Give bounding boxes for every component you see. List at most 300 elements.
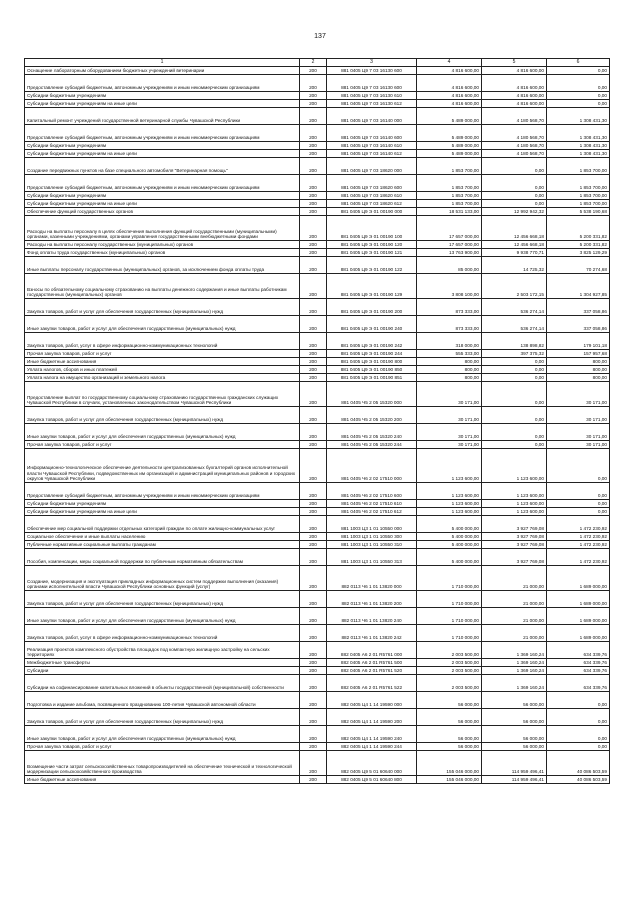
table-row — [25, 240, 610, 248]
row-col5-cell: 2 503 172,15 — [482, 273, 547, 298]
table-row — [25, 365, 610, 373]
row-col4-cell: 17 657 000,00 — [417, 240, 482, 248]
row-col5-cell: 536 274,14 — [482, 298, 547, 315]
column-header: 2 — [300, 59, 327, 67]
row-code-cell: 200 — [300, 507, 327, 515]
row-name-cell: Расходы на выплаты персоналу в целях обеспечения выполнения функций государственными (муниципальными) органами, казенными учреждениями, органами управления государственными внебюджетными фондами — [25, 215, 300, 240]
row-code-cell: 200 — [300, 91, 327, 99]
row-col6-cell: 0,00 — [547, 482, 610, 499]
row-code-cell: 200 — [300, 248, 327, 256]
row-col5-cell: 1 123 600,00 — [482, 448, 547, 482]
table-row — [25, 499, 610, 507]
row-code-cell: 200 — [300, 658, 327, 666]
row-col4-cell: 1 710 000,00 — [417, 565, 482, 590]
row-code-cell: 200 — [300, 240, 327, 248]
row-col6-cell: 5 538 190,68 — [547, 207, 610, 215]
row-col5-cell: 12 992 942,32 — [482, 207, 547, 215]
row-col6-cell: 157 957,68 — [547, 349, 610, 357]
row-name-cell: Субсидии на софинансирование капитальных вложений в объекты государственной (муниципальной) собственности — [25, 674, 300, 691]
row-classification-cell: 882 0113 Ч6 1 01 13820 242 — [327, 624, 417, 641]
row-col4-cell: 800,00 — [417, 365, 482, 373]
row-classification-cell: 881 0405 Ц9 7 03 16140 600 — [327, 124, 417, 141]
row-classification-cell: 881 0405 Ц9 Э 01 00190 851 — [327, 373, 417, 381]
row-col6-cell: 1 853 700,00 — [547, 191, 610, 199]
row-name-cell: Закупка товаров, работ и услуг для обеспечения государственных (муниципальных) нужд — [25, 298, 300, 315]
row-code-cell: 200 — [300, 750, 327, 775]
row-classification-cell: 881 0405 Ц9 7 03 16130 600 — [327, 74, 417, 91]
row-classification-cell: 881 1003 Ц3 1 01 10550 310 — [327, 540, 417, 548]
row-col5-cell: 0,00 — [482, 381, 547, 406]
row-col4-cell: 2 003 500,00 — [417, 666, 482, 674]
row-classification-cell: 881 0405 Ц9 7 03 16140 000 — [327, 107, 417, 124]
row-col4-cell: 1 710 000,00 — [417, 590, 482, 607]
row-classification-cell: 881 0405 Ц9 Э 01 00190 800 — [327, 357, 417, 365]
table-row — [25, 332, 610, 349]
row-col4-cell: 85 000,00 — [417, 256, 482, 273]
table-row — [25, 540, 610, 548]
row-code-cell: 200 — [300, 273, 327, 298]
row-classification-cell: 881 0405 Ч5 2 05 15320 000 — [327, 381, 417, 406]
row-col5-cell: 0,00 — [482, 199, 547, 207]
row-name-cell: Уплата налогов, сборов и иных платежей — [25, 365, 300, 373]
row-col6-cell: 30 171,00 — [547, 423, 610, 440]
row-classification-cell: 882 0113 Ч6 1 01 13820 200 — [327, 590, 417, 607]
row-col6-cell: 0,00 — [547, 742, 610, 750]
row-code-cell: 200 — [300, 74, 327, 91]
row-name-cell: Субсидии бюджетным учреждениям на иные цели — [25, 199, 300, 207]
row-col6-cell: 1 853 700,00 — [547, 157, 610, 174]
row-code-cell: 200 — [300, 515, 327, 532]
row-name-cell: Создание передвижных пунктов на базе специального автомобиля "Ветеринарная помощь" — [25, 157, 300, 174]
row-col4-cell: 30 171,00 — [417, 423, 482, 440]
row-col4-cell: 1 123 600,00 — [417, 499, 482, 507]
row-col4-cell: 4 816 600,00 — [417, 99, 482, 107]
table-row — [25, 215, 610, 240]
row-col6-cell: 0,00 — [547, 74, 610, 91]
row-col5-cell: 0,00 — [482, 440, 547, 448]
row-col6-cell: 634 339,76 — [547, 658, 610, 666]
column-header: 5 — [482, 59, 547, 67]
row-col4-cell: 5 489 000,00 — [417, 149, 482, 157]
row-col4-cell: 5 400 000,00 — [417, 515, 482, 532]
row-col6-cell: 634 339,76 — [547, 674, 610, 691]
table-row — [25, 590, 610, 607]
row-col5-cell: 4 816 600,00 — [482, 66, 547, 74]
row-classification-cell: 881 0405 Ц9 Э 01 00190 121 — [327, 248, 417, 256]
row-code-cell: 200 — [300, 666, 327, 674]
row-code-cell: 200 — [300, 174, 327, 191]
row-name-cell: Субсидии бюджетным учреждениям на иные цели — [25, 99, 300, 107]
table-row — [25, 725, 610, 742]
row-code-cell: 200 — [300, 624, 327, 641]
table-row — [25, 141, 610, 149]
table-row — [25, 256, 610, 273]
column-header: 6 — [547, 59, 610, 67]
row-col4-cell: 318 000,00 — [417, 332, 482, 349]
row-col4-cell: 1 123 600,00 — [417, 448, 482, 482]
row-col6-cell: 337 058,86 — [547, 315, 610, 332]
row-classification-cell: 882 0405 Ц4 1 14 19590 244 — [327, 742, 417, 750]
row-col4-cell: 4 816 600,00 — [417, 74, 482, 91]
row-classification-cell: 882 0405 Ц4 1 14 19590 240 — [327, 725, 417, 742]
row-col4-cell: 1 853 700,00 — [417, 174, 482, 191]
row-col5-cell: 114 959 496,41 — [482, 750, 547, 775]
row-name-cell: Иные бюджетные ассигнования — [25, 775, 300, 783]
row-col5-cell: 3 927 769,08 — [482, 532, 547, 540]
row-classification-cell: 881 0405 Ч6 2 02 17510 000 — [327, 448, 417, 482]
row-name-cell: Прочая закупка товаров, работ и услуг — [25, 440, 300, 448]
row-classification-cell: 881 0405 Ч6 2 02 17510 610 — [327, 499, 417, 507]
row-classification-cell: 881 0405 Ц9 7 03 18620 612 — [327, 199, 417, 207]
row-col5-cell: 397 375,32 — [482, 349, 547, 357]
row-col4-cell: 5 489 000,00 — [417, 124, 482, 141]
table-body — [25, 66, 610, 783]
row-name-cell: Иные закупки товаров, работ и услуг для обеспечения государственных (муниципальных) нужд — [25, 725, 300, 742]
row-col6-cell: 1 472 230,92 — [547, 532, 610, 540]
row-name-cell: Предоставление субсидий бюджетным, автономным учреждениям и иным некоммерческим организациям — [25, 124, 300, 141]
row-name-cell: Субсидии бюджетным учреждениям — [25, 91, 300, 99]
table-row — [25, 482, 610, 499]
row-code-cell: 200 — [300, 482, 327, 499]
row-col6-cell: 1 689 000,00 — [547, 624, 610, 641]
row-name-cell: Уплата налога на имущество организаций и земельного налога — [25, 373, 300, 381]
row-code-cell: 200 — [300, 448, 327, 482]
row-col6-cell: 800,00 — [547, 357, 610, 365]
row-name-cell: Обеспечение мер социальной поддержки отдельных категорий граждан по оплате жилищно-коммунальных услуг — [25, 515, 300, 532]
table-row — [25, 423, 610, 440]
row-col5-cell: 4 180 568,70 — [482, 141, 547, 149]
table-row — [25, 624, 610, 641]
row-classification-cell: 881 0405 Ц9 Э 01 00190 120 — [327, 240, 417, 248]
row-name-cell: Оснащение лабораторным оборудованием бюджетных учреждений ветеринарии — [25, 66, 300, 74]
row-classification-cell: 881 0405 Ц9 7 03 16140 612 — [327, 149, 417, 157]
row-classification-cell: 881 0405 Ц9 Э 01 00190 100 — [327, 215, 417, 240]
row-col4-cell: 13 763 900,00 — [417, 248, 482, 256]
row-name-cell: Предоставление субсидий бюджетным, автономным учреждениям и иным некоммерческим организациям — [25, 174, 300, 191]
row-col4-cell: 3 808 100,00 — [417, 273, 482, 298]
table-row — [25, 107, 610, 124]
row-col6-cell: 1 308 431,30 — [547, 124, 610, 141]
row-col4-cell: 155 046 000,00 — [417, 750, 482, 775]
row-col6-cell: 0,00 — [547, 91, 610, 99]
row-classification-cell: 882 0113 Ч6 1 01 13820 240 — [327, 607, 417, 624]
row-code-cell: 200 — [300, 548, 327, 565]
row-col5-cell: 0,00 — [482, 357, 547, 365]
row-col4-cell: 873 333,00 — [417, 298, 482, 315]
table-row — [25, 742, 610, 750]
row-code-cell: 200 — [300, 107, 327, 124]
row-col6-cell: 179 101,18 — [547, 332, 610, 349]
row-col6-cell: 1 853 700,00 — [547, 199, 610, 207]
row-col5-cell: 114 959 496,41 — [482, 775, 547, 783]
row-col6-cell: 0,00 — [547, 66, 610, 74]
row-col5-cell: 4 816 600,00 — [482, 91, 547, 99]
row-col4-cell: 1 710 000,00 — [417, 607, 482, 624]
row-col5-cell: 3 927 769,08 — [482, 515, 547, 532]
row-code-cell: 200 — [300, 540, 327, 548]
row-col4-cell: 56 000,00 — [417, 708, 482, 725]
row-col5-cell: 536 274,14 — [482, 315, 547, 332]
row-col5-cell: 4 180 568,70 — [482, 124, 547, 141]
row-col6-cell: 0,00 — [547, 499, 610, 507]
row-name-cell: Взносы по обязательному социальному страхованию на выплаты денежного содержания и иные выплаты работникам государственных (муниципальных) органов — [25, 273, 300, 298]
row-col6-cell: 70 274,68 — [547, 256, 610, 273]
row-code-cell: 200 — [300, 499, 327, 507]
table-row — [25, 641, 610, 658]
row-col4-cell: 56 000,00 — [417, 742, 482, 750]
column-header: 3 — [327, 59, 417, 67]
row-name-cell: Иные бюджетные ассигнования — [25, 357, 300, 365]
row-classification-cell: 881 0405 Ц9 Э 01 00190 129 — [327, 273, 417, 298]
table-row — [25, 666, 610, 674]
row-col5-cell: 0,00 — [482, 191, 547, 199]
row-name-cell: Возмещение части затрат сельскохозяйственных товаропроизводителей на обеспечение технической и технологической модернизации сельскохозяйственного производства — [25, 750, 300, 775]
row-col5-cell: 1 369 160,24 — [482, 658, 547, 666]
row-col6-cell: 337 058,86 — [547, 298, 610, 315]
row-code-cell: 200 — [300, 157, 327, 174]
row-col5-cell: 12 456 668,18 — [482, 215, 547, 240]
row-code-cell: 200 — [300, 708, 327, 725]
table-row — [25, 273, 610, 298]
row-col6-cell: 0,00 — [547, 708, 610, 725]
row-classification-cell: 881 0405 Ч6 2 02 17510 612 — [327, 507, 417, 515]
row-code-cell: 200 — [300, 381, 327, 406]
table-row — [25, 565, 610, 590]
row-classification-cell: 881 0405 Ц9 Э 01 00190 244 — [327, 349, 417, 357]
table-row — [25, 199, 610, 207]
row-col4-cell: 2 003 500,00 — [417, 641, 482, 658]
row-code-cell: 200 — [300, 406, 327, 423]
table-row — [25, 440, 610, 448]
row-name-cell: Субсидии бюджетным учреждениям — [25, 499, 300, 507]
row-classification-cell: 881 0405 Ч5 2 05 15320 200 — [327, 406, 417, 423]
row-classification-cell: 881 0405 Ч5 2 05 15320 244 — [327, 440, 417, 448]
row-classification-cell: 881 0405 Ч5 2 05 15320 240 — [327, 423, 417, 440]
row-name-cell: Субсидии бюджетным учреждениям — [25, 141, 300, 149]
table-row — [25, 775, 610, 783]
row-col4-cell: 4 816 600,00 — [417, 91, 482, 99]
row-col6-cell: 0,00 — [547, 448, 610, 482]
row-name-cell: Социальное обеспечение и иные выплаты населению — [25, 532, 300, 540]
row-name-cell: Закупка товаров, работ и услуг для обеспечения государственных (муниципальных) нужд — [25, 590, 300, 607]
row-name-cell: Создание, модернизация и эксплуатация прикладных информационных систем поддержки выполнения (оказания) органами исполнительной власти Чувашской Республики основных функций (услуг) — [25, 565, 300, 590]
row-col4-cell: 56 000,00 — [417, 691, 482, 708]
row-name-cell: Расходы на выплаты персоналу государственных (муниципальных) органов — [25, 240, 300, 248]
row-name-cell: Предоставление субсидий бюджетным, автономным учреждениям и иным некоммерческим организациям — [25, 482, 300, 499]
row-name-cell: Прочая закупка товаров, работ и услуг — [25, 349, 300, 357]
row-name-cell: Межбюджетные трансферты — [25, 658, 300, 666]
row-col5-cell: 12 456 668,18 — [482, 240, 547, 248]
row-name-cell: Прочая закупка товаров, работ и услуг — [25, 742, 300, 750]
row-classification-cell: 881 0405 Ц9 Э 01 00190 200 — [327, 298, 417, 315]
row-col6-cell: 0,00 — [547, 725, 610, 742]
row-col4-cell: 30 171,00 — [417, 381, 482, 406]
row-col6-cell: 1 689 000,00 — [547, 565, 610, 590]
row-code-cell: 200 — [300, 256, 327, 273]
table-row — [25, 373, 610, 381]
row-col4-cell: 800,00 — [417, 373, 482, 381]
table-row — [25, 74, 610, 91]
row-name-cell: Закупка товаров, работ, услуг в сфере информационно-коммуникационных технологий — [25, 332, 300, 349]
row-col4-cell: 155 046 000,00 — [417, 775, 482, 783]
row-col5-cell: 1 123 600,00 — [482, 499, 547, 507]
table-row — [25, 507, 610, 515]
row-col5-cell: 138 898,82 — [482, 332, 547, 349]
row-col4-cell: 56 000,00 — [417, 725, 482, 742]
table-row — [25, 248, 610, 256]
row-col5-cell: 9 938 770,71 — [482, 248, 547, 256]
table-row — [25, 515, 610, 532]
row-col6-cell: 634 339,76 — [547, 641, 610, 658]
row-code-cell: 200 — [300, 207, 327, 215]
row-code-cell: 200 — [300, 742, 327, 750]
table-row — [25, 607, 610, 624]
row-classification-cell: 881 0405 Ц9 7 03 16130 600 — [327, 66, 417, 74]
row-code-cell: 200 — [300, 674, 327, 691]
row-col5-cell: 0,00 — [482, 174, 547, 191]
row-code-cell: 200 — [300, 149, 327, 157]
row-code-cell: 200 — [300, 725, 327, 742]
row-col4-cell: 1 853 700,00 — [417, 157, 482, 174]
row-col5-cell: 4 816 600,00 — [482, 99, 547, 107]
table-row — [25, 91, 610, 99]
row-col6-cell: 5 200 331,82 — [547, 215, 610, 240]
row-col4-cell: 1 853 700,00 — [417, 191, 482, 199]
row-code-cell: 200 — [300, 99, 327, 107]
row-col6-cell: 1 472 230,92 — [547, 548, 610, 565]
row-classification-cell: 881 0405 Ц9 7 03 18620 610 — [327, 191, 417, 199]
row-classification-cell: 881 0405 Ц9 7 03 18620 600 — [327, 174, 417, 191]
row-name-cell: Публичные нормативные социальные выплаты гражданам — [25, 540, 300, 548]
column-header: 4 — [417, 59, 482, 67]
row-classification-cell: 881 0405 Ц9 7 03 16130 610 — [327, 91, 417, 99]
row-col6-cell: 1 308 431,30 — [547, 141, 610, 149]
row-col5-cell: 21 000,00 — [482, 565, 547, 590]
row-col4-cell: 17 657 000,00 — [417, 215, 482, 240]
row-col4-cell: 800,00 — [417, 357, 482, 365]
row-col6-cell: 1 472 230,92 — [547, 515, 610, 532]
row-col5-cell: 1 123 600,00 — [482, 482, 547, 499]
column-header: 1 — [25, 59, 300, 67]
budget-execution-table — [24, 58, 610, 784]
row-col6-cell: 40 086 503,59 — [547, 750, 610, 775]
row-name-cell: Субсидии — [25, 666, 300, 674]
row-col6-cell: 0,00 — [547, 691, 610, 708]
row-col4-cell: 5 489 000,00 — [417, 141, 482, 149]
row-name-cell: Капитальный ремонт учреждений государственной ветеринарной службы Чувашской Республики — [25, 107, 300, 124]
row-name-cell: Реализация проектов комплексного обустройства площадок под компактную жилищную застройку на сельских территориях — [25, 641, 300, 658]
row-col6-cell: 800,00 — [547, 365, 610, 373]
table-row — [25, 406, 610, 423]
row-classification-cell: 881 0405 Ц9 7 03 16130 612 — [327, 99, 417, 107]
row-col4-cell: 18 531 133,00 — [417, 207, 482, 215]
row-code-cell: 200 — [300, 66, 327, 74]
row-code-cell: 200 — [300, 775, 327, 783]
row-name-cell: Иные закупки товаров, работ и услуг для обеспечения государственных (муниципальных) нужд — [25, 607, 300, 624]
row-col4-cell: 4 816 600,00 — [417, 66, 482, 74]
row-name-cell: Закупка товаров, работ и услуг для обеспечения государственных (муниципальных) нужд — [25, 406, 300, 423]
row-col5-cell: 14 725,32 — [482, 256, 547, 273]
row-col6-cell: 1 853 700,00 — [547, 174, 610, 191]
row-col4-cell: 1 123 600,00 — [417, 482, 482, 499]
row-col5-cell: 4 180 568,70 — [482, 107, 547, 124]
row-col4-cell: 1 123 600,00 — [417, 507, 482, 515]
table-row — [25, 298, 610, 315]
row-classification-cell: 882 0405 А6 2 01 R5761 500 — [327, 658, 417, 666]
row-col4-cell: 2 003 500,00 — [417, 674, 482, 691]
row-classification-cell: 882 0405 А6 2 01 R5761 520 — [327, 666, 417, 674]
row-col5-cell: 3 927 769,08 — [482, 540, 547, 548]
row-code-cell: 200 — [300, 141, 327, 149]
row-classification-cell: 881 0405 Ц9 7 03 16140 610 — [327, 141, 417, 149]
row-col4-cell: 555 333,00 — [417, 349, 482, 357]
row-classification-cell: 882 0405 Ц4 1 14 19590 200 — [327, 708, 417, 725]
row-classification-cell: 881 0405 Ц9 Э 01 00190 242 — [327, 332, 417, 349]
row-name-cell: Закупка товаров, работ, услуг в сфере информационно-коммуникационных технологий — [25, 624, 300, 641]
table-row — [25, 357, 610, 365]
row-col6-cell: 800,00 — [547, 373, 610, 381]
row-col5-cell: 56 000,00 — [482, 725, 547, 742]
row-col5-cell: 3 927 769,08 — [482, 548, 547, 565]
row-code-cell: 200 — [300, 357, 327, 365]
table-row — [25, 349, 610, 357]
row-code-cell: 200 — [300, 607, 327, 624]
row-name-cell: Пособия, компенсации, меры социальной поддержки по публичным нормативным обязательствам — [25, 548, 300, 565]
row-col5-cell: 4 816 600,00 — [482, 74, 547, 91]
row-code-cell: 200 — [300, 565, 327, 590]
row-col5-cell: 56 000,00 — [482, 742, 547, 750]
table-row — [25, 708, 610, 725]
row-classification-cell: 881 1003 Ц3 1 01 10550 300 — [327, 532, 417, 540]
row-classification-cell: 881 0405 Ц9 Э 01 00190 122 — [327, 256, 417, 273]
table-row — [25, 99, 610, 107]
row-col5-cell: 1 369 160,24 — [482, 666, 547, 674]
row-name-cell: Обеспечение функций государственных органов — [25, 207, 300, 215]
row-classification-cell: 882 0405 А6 2 01 R5761 522 — [327, 674, 417, 691]
table-row — [25, 174, 610, 191]
row-col5-cell: 0,00 — [482, 406, 547, 423]
row-col5-cell: 21 000,00 — [482, 624, 547, 641]
row-classification-cell: 881 0405 Ц9 7 03 18620 000 — [327, 157, 417, 174]
row-col4-cell: 5 400 000,00 — [417, 532, 482, 540]
row-classification-cell: 881 0405 Ц9 Э 01 00190 000 — [327, 207, 417, 215]
row-col4-cell: 5 400 000,00 — [417, 548, 482, 565]
table-row — [25, 207, 610, 215]
row-classification-cell: 882 0405 Ц9 5 01 60640 800 — [327, 775, 417, 783]
column-number-header-row — [25, 59, 610, 67]
row-classification-cell: 881 0405 Ц9 Э 01 00190 240 — [327, 315, 417, 332]
row-col5-cell: 56 000,00 — [482, 708, 547, 725]
table-row — [25, 66, 610, 74]
row-col6-cell: 1 689 000,00 — [547, 607, 610, 624]
row-code-cell: 200 — [300, 298, 327, 315]
row-col5-cell: 56 000,00 — [482, 691, 547, 708]
row-col5-cell: 0,00 — [482, 157, 547, 174]
row-code-cell: 200 — [300, 124, 327, 141]
table-row — [25, 315, 610, 332]
row-col6-cell: 0,00 — [547, 99, 610, 107]
table-row — [25, 750, 610, 775]
row-name-cell: Подготовка и издание альбома, посвященного празднованию 100-летия Чувашской автономной области — [25, 691, 300, 708]
row-name-cell: Субсидии бюджетным учреждениям — [25, 191, 300, 199]
row-col4-cell: 1 853 700,00 — [417, 199, 482, 207]
row-name-cell: Фонд оплаты труда государственных (муниципальных) органов — [25, 248, 300, 256]
row-name-cell: Закупка товаров, работ и услуг для обеспечения государственных (муниципальных) нужд — [25, 708, 300, 725]
table-row — [25, 674, 610, 691]
row-code-cell: 200 — [300, 423, 327, 440]
table-row — [25, 157, 610, 174]
row-col4-cell: 30 171,00 — [417, 406, 482, 423]
